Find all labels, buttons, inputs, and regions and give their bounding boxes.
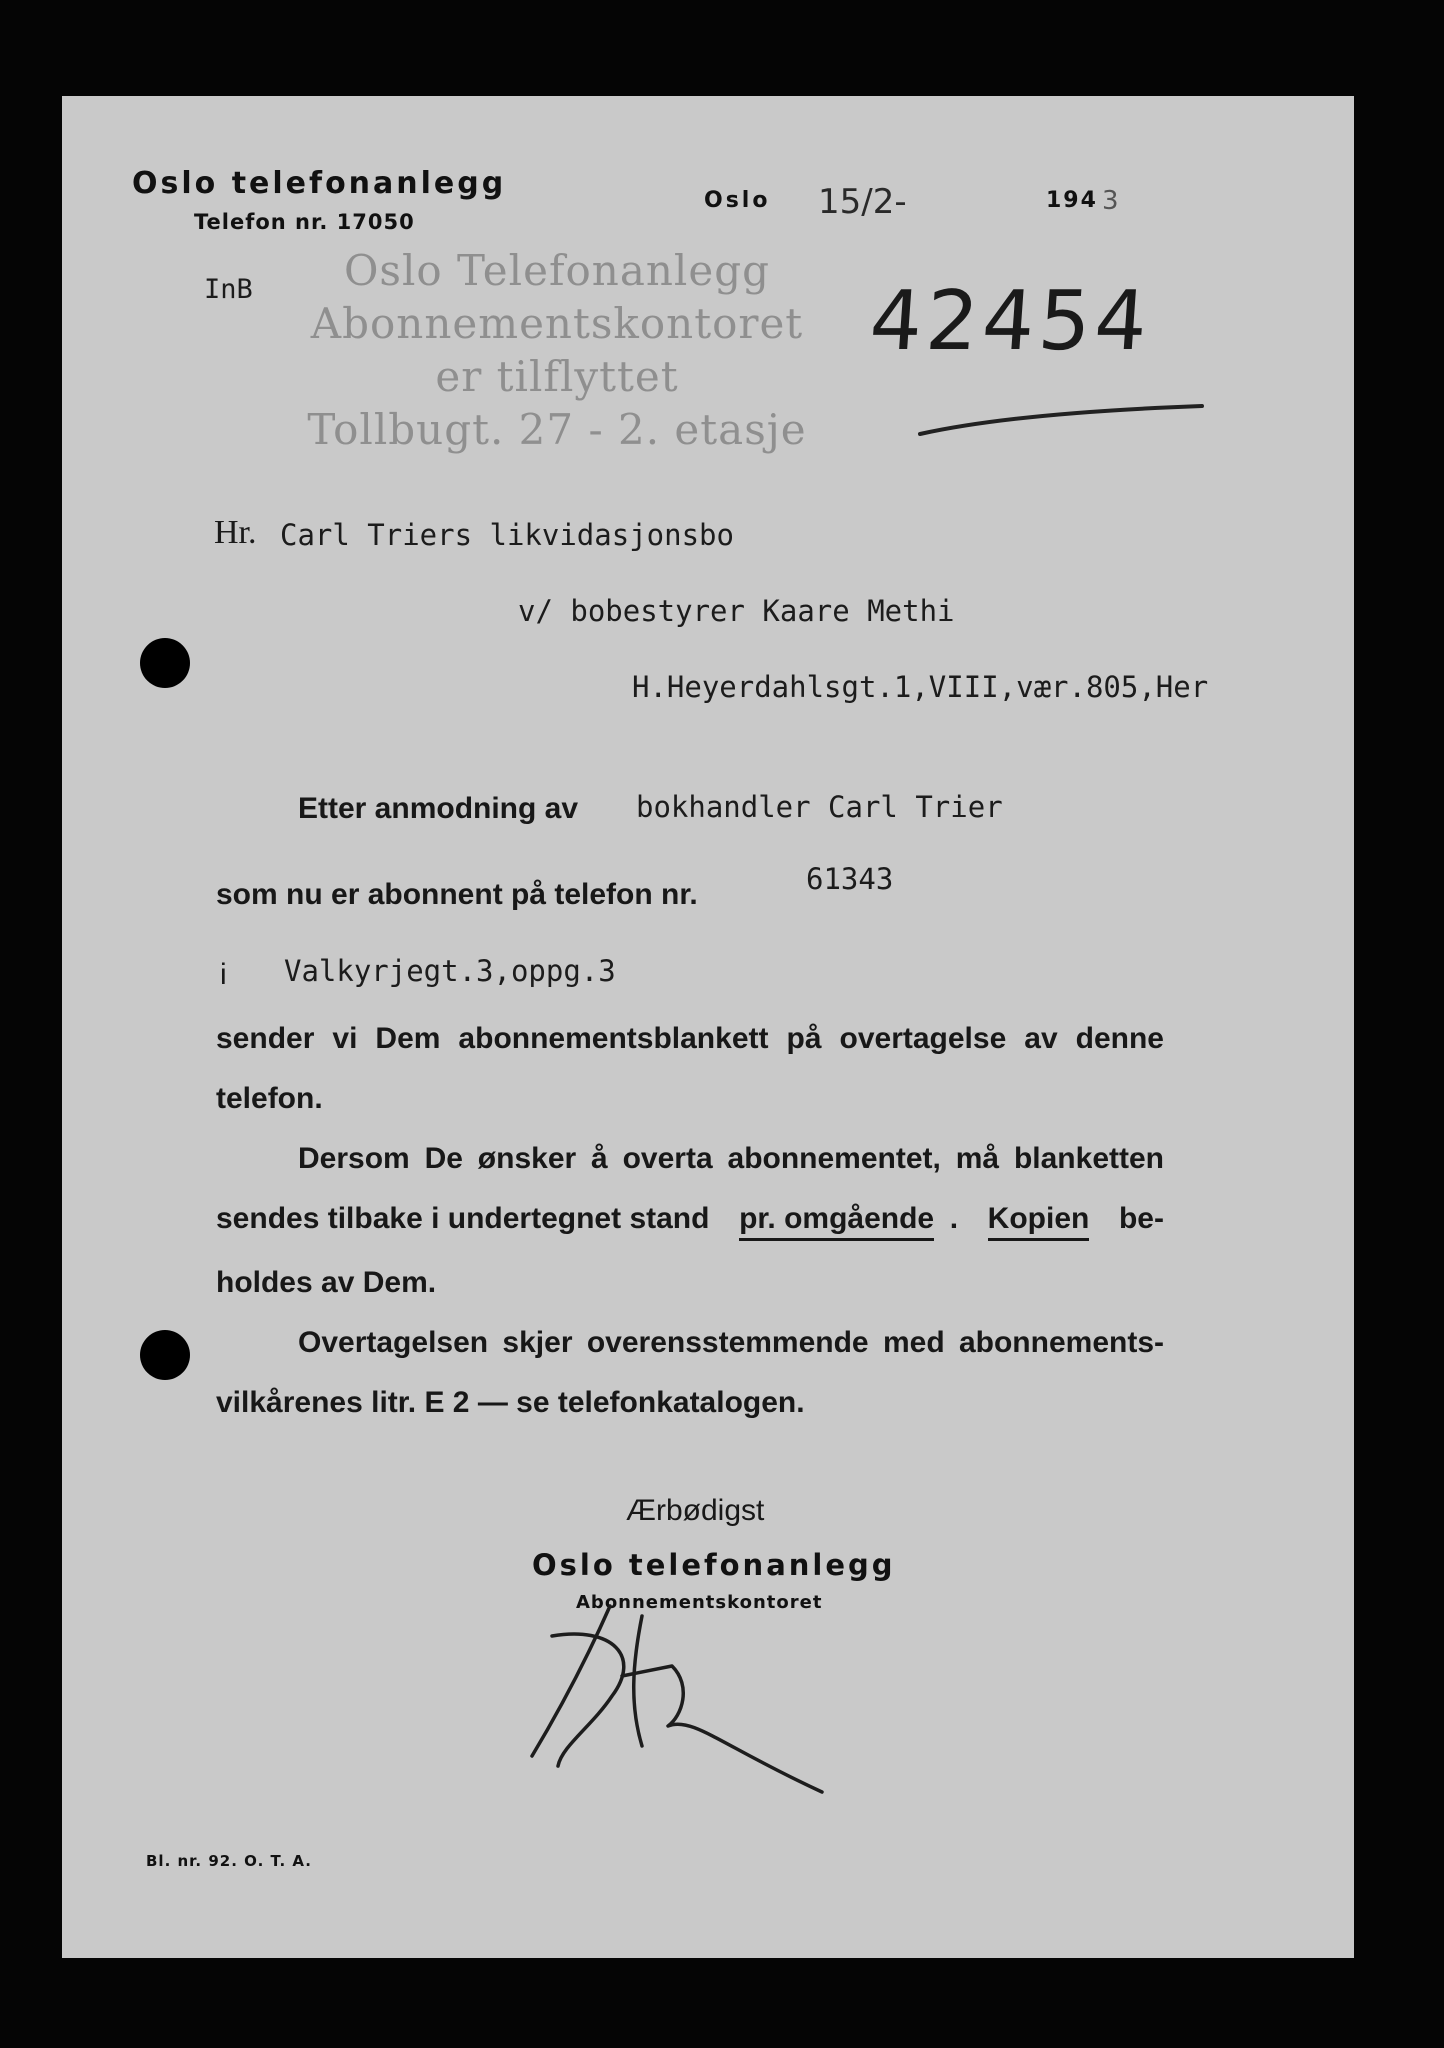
- paragraph-2-text-a: sendes tilbake i undertegnet stand: [216, 1202, 710, 1235]
- closing-org: Oslo telefonanlegg: [532, 1548, 896, 1582]
- letter-page: [62, 96, 1354, 1958]
- closing-department: Abonnementskontoret: [576, 1592, 823, 1613]
- place-label: Oslo: [704, 188, 771, 213]
- handwritten-underline: [912, 396, 1212, 446]
- handwritten-number: 42454: [866, 274, 1155, 369]
- org-name: Oslo telefonanlegg: [132, 166, 507, 201]
- paragraph-2-line-1: Dersom De ønsker å overta abonnementet, må blanketten: [298, 1142, 1164, 1175]
- stamp-line-1: Oslo Telefonanlegg: [344, 246, 770, 295]
- handwritten-signature: [492, 1596, 912, 1796]
- stamp-line-2: Abonnementskontoret: [310, 299, 804, 348]
- subscriber-label: som nu er abonnent på telefon nr.: [216, 878, 698, 911]
- salutation: Hr.: [214, 514, 257, 551]
- year-printed: 194: [1046, 188, 1098, 213]
- stamp-line-4: Tollbugt. 27 - 2. etasje: [307, 405, 807, 454]
- underlined-pr-omgaende: pr. omgående: [739, 1202, 934, 1241]
- underlined-kopien: Kopien: [988, 1202, 1090, 1241]
- handwritten-date: 15/2-: [818, 182, 907, 222]
- form-number: Bl. nr. 92. O. T. A.: [146, 1852, 312, 1870]
- location: Valkyrjegt.3,oppg.3: [284, 954, 616, 988]
- punch-hole-lower: [140, 1330, 190, 1380]
- org-phone: Telefon nr. 17050: [194, 210, 415, 234]
- paragraph-2-line-3: holdes av Dem.: [216, 1266, 437, 1299]
- paragraph-1-line-1: sender vi Dem abonnementsblankett på overtagelse av denne: [216, 1022, 1164, 1055]
- paragraph-2-text-d: be-: [1118, 1202, 1164, 1235]
- location-prefix: i: [220, 958, 227, 991]
- reference-initials: InB: [204, 274, 253, 305]
- request-name: bokhandler Carl Trier: [636, 790, 1003, 824]
- paragraph-3-line-1: Overtagelsen skjer overensstemmende med abonnements-: [298, 1326, 1164, 1359]
- stamp-line-3: er tilflyttet: [435, 352, 679, 401]
- punch-hole-upper: [140, 638, 190, 688]
- year-digit: 3: [1102, 186, 1119, 216]
- recipient-care-of: v/ bobestyrer Kaare Methi: [518, 594, 955, 628]
- paragraph-2-line-2: sendes tilbake i undertegnet stand pr. omgående . Kopien be-: [216, 1202, 1164, 1241]
- closing-greeting: Ærbødigst: [626, 1494, 765, 1527]
- address-change-stamp: [297, 244, 817, 456]
- subscriber-number: 61343: [806, 862, 894, 896]
- request-label: Etter anmodning av: [298, 792, 579, 825]
- paragraph-1-line-2: telefon.: [216, 1082, 323, 1115]
- paragraph-3-line-2: vilkårenes litr. E 2 — se telefonkatalogen.: [216, 1386, 805, 1419]
- recipient-address: H.Heyerdahlsgt.1,VIII,vær.805,Her: [632, 670, 1209, 704]
- recipient-name: Carl Triers likvidasjonsbo: [280, 518, 734, 552]
